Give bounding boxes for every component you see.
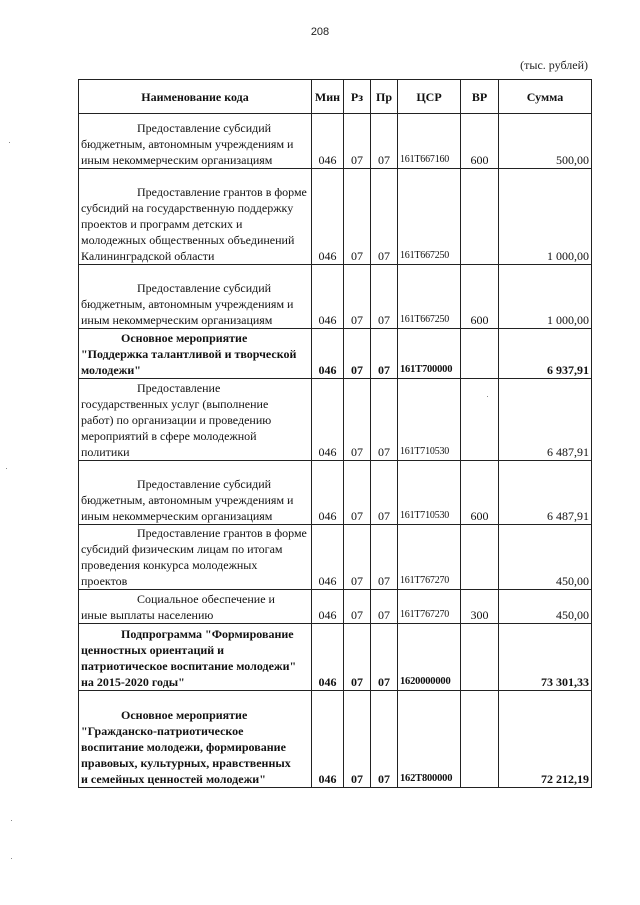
row-min: 046 [312, 114, 344, 169]
table-row [79, 624, 592, 691]
row-csr: 161Т667250 [398, 265, 461, 329]
row-min: 046 [312, 329, 344, 379]
row-name: Предоставление грантов в форме субсидий физическим лицам по итогам проведения конкурса молодежных проектов [79, 525, 312, 590]
row-sum: 72 212,19 [499, 691, 592, 788]
row-name: Предоставление субсидий бюджетным, автономным учреждениям и иным некоммерческим организациям [79, 461, 312, 525]
row-sum: 73 301,33 [499, 624, 592, 691]
row-csr: 161Т667160 [398, 114, 461, 169]
row-vr [461, 169, 499, 265]
row-name: Социальное обеспечение и иные выплаты населению [79, 590, 312, 624]
row-min: 046 [312, 525, 344, 590]
row-sum: 450,00 [499, 590, 592, 624]
row-min: 046 [312, 590, 344, 624]
row-pr: 07 [371, 114, 398, 169]
table-row [79, 590, 592, 624]
row-rz: 07 [344, 525, 371, 590]
row-csr: 161Т710530 [398, 379, 461, 461]
row-vr: 300 [461, 590, 499, 624]
table-header-row [79, 80, 592, 114]
header-csr: ЦСР [398, 80, 461, 114]
row-vr [461, 329, 499, 379]
row-rz: 07 [344, 329, 371, 379]
row-vr [461, 379, 499, 461]
row-sum: 6 937,91 [499, 329, 592, 379]
budget-table [78, 79, 592, 788]
row-pr: 07 [371, 265, 398, 329]
table-row [79, 265, 592, 329]
row-rz: 07 [344, 691, 371, 788]
table-row [79, 525, 592, 590]
row-name: Основное мероприятие "Гражданско-патриотическое воспитание молодежи, формирование правовых, культурных, нравственных и семейных ценностей молодежи" [79, 691, 312, 788]
row-pr: 07 [371, 525, 398, 590]
row-sum: 500,00 [499, 114, 592, 169]
row-rz: 07 [344, 624, 371, 691]
row-min: 046 [312, 169, 344, 265]
row-sum: 1 000,00 [499, 265, 592, 329]
row-min: 046 [312, 461, 344, 525]
row-pr: 07 [371, 329, 398, 379]
row-csr: 161Т667250 [398, 169, 461, 265]
header-sum: Сумма [499, 80, 592, 114]
row-rz: 07 [344, 265, 371, 329]
units-label: (тыс. рублей) [520, 58, 588, 72]
header-min: Мин [312, 80, 344, 114]
row-rz: 07 [344, 590, 371, 624]
table-row [79, 169, 592, 265]
table-row [79, 379, 592, 461]
row-name: Предоставление государственных услуг (выполнение работ) по организации и проведению мероприятий в сфере молодежной политики [79, 379, 312, 461]
header-name: Наименование кода [79, 80, 312, 114]
row-sum: 450,00 [499, 525, 592, 590]
row-csr: 1620000000 [398, 624, 461, 691]
row-pr: 07 [371, 461, 398, 525]
row-rz: 07 [344, 114, 371, 169]
row-csr: 161Т767270 [398, 590, 461, 624]
row-rz: 07 [344, 461, 371, 525]
row-min: 046 [312, 691, 344, 788]
row-pr: 07 [371, 169, 398, 265]
row-min: 046 [312, 265, 344, 329]
row-csr: 161Т700000 [398, 329, 461, 379]
row-sum: 6 487,91 [499, 379, 592, 461]
table-row [79, 691, 592, 788]
row-csr: 162Т800000 [398, 691, 461, 788]
row-vr [461, 525, 499, 590]
row-vr: 600 [461, 265, 499, 329]
table-row [79, 329, 592, 379]
row-name: Подпрограмма "Формирование ценностных ориентаций и патриотическое воспитание молодежи" на 2015-2020 годы" [79, 624, 312, 691]
row-min: 046 [312, 379, 344, 461]
row-sum: 1 000,00 [499, 169, 592, 265]
row-min: 046 [312, 624, 344, 691]
header-vr: ВР [461, 80, 499, 114]
table-row [79, 461, 592, 525]
row-name: Основное мероприятие "Поддержка талантливой и творческой молодежи" [79, 329, 312, 379]
row-pr: 07 [371, 590, 398, 624]
header-rz: Рз [344, 80, 371, 114]
row-rz: 07 [344, 379, 371, 461]
row-csr: 161Т767270 [398, 525, 461, 590]
row-vr [461, 691, 499, 788]
header-pr: Пр [371, 80, 398, 114]
row-vr: 600 [461, 461, 499, 525]
row-pr: 07 [371, 624, 398, 691]
row-sum: 6 487,91 [499, 461, 592, 525]
table-row [79, 114, 592, 169]
row-name: Предоставление субсидий бюджетным, автономным учреждениям и иным некоммерческим организациям [79, 114, 312, 169]
row-vr [461, 624, 499, 691]
row-name: Предоставление субсидий бюджетным, автономным учреждениям и иным некоммерческим организациям [79, 265, 312, 329]
page-number: 208 [310, 26, 330, 38]
row-pr: 07 [371, 691, 398, 788]
row-name: Предоставление грантов в форме субсидий на государственную поддержку проектов и программ детских и молодежных общественных объединений Калининградской области [79, 169, 312, 265]
row-pr: 07 [371, 379, 398, 461]
row-csr: 161Т710530 [398, 461, 461, 525]
row-vr: 600 [461, 114, 499, 169]
row-rz: 07 [344, 169, 371, 265]
